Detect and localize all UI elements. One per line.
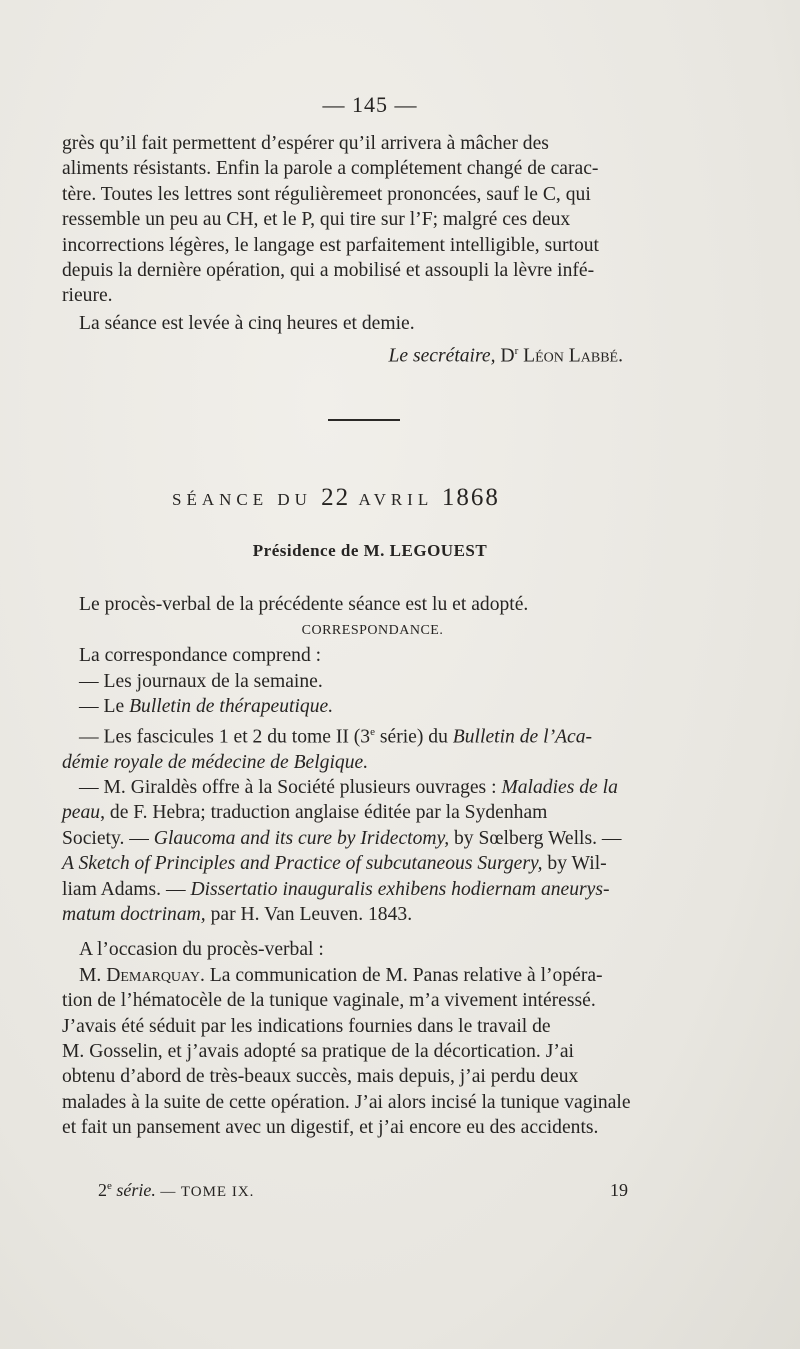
- demarquay-line: M. Gosselin, et j’avais adopté sa pratique de la décortication. J’ai: [62, 1041, 574, 1063]
- speech-text: La communication de M. Panas relative à l’opéra-: [204, 964, 603, 986]
- item-text: série) du: [374, 726, 453, 748]
- demarquay-line: [62, 963, 683, 988]
- correspondance-item-cont: [62, 800, 683, 825]
- signature: [62, 339, 683, 369]
- text-line: rieure.: [62, 285, 113, 307]
- correspondance-item-cont: [62, 826, 683, 851]
- occasion-line: A l’occasion du procès-verbal :: [79, 939, 324, 961]
- item-title: démie royale de médecine de Belgique.: [62, 751, 369, 773]
- item-sup: e: [370, 725, 375, 738]
- correspondance-item: [62, 775, 683, 800]
- footer-tome: — TOME IX.: [160, 1184, 255, 1200]
- item-title: A Sketch of Principles and Practice of subcutaneous Surgery,: [62, 853, 543, 875]
- presidence-heading: Présidence de M. LEGOUEST: [252, 541, 488, 560]
- correspondance-item-cont: [62, 750, 683, 775]
- page-footer: [98, 1180, 628, 1201]
- text-line: depuis la dernière opération, qui a mobilisé et assoupli la lèvre infé-: [62, 260, 595, 282]
- item-text: Society. —: [62, 827, 154, 849]
- signature-title-sup: r: [514, 345, 519, 358]
- text-line: grès qu’il fait permettent d’espérer qu’il arrivera à mâcher des: [62, 133, 549, 154]
- demarquay-line: malades à la suite de cette opération. J’ai alors incisé la tunique vaginale: [62, 1091, 631, 1113]
- signature-name: Léon Labbé.: [523, 345, 623, 367]
- item-text: by Sœlberg Wells. —: [449, 827, 622, 849]
- correspondance-heading: CORRESPONDANCE.: [301, 623, 444, 639]
- text-line: tère. Toutes les lettres sont régulièremeet prononcées, sauf le C, qui: [62, 183, 591, 205]
- footer-series-word: série.: [116, 1180, 156, 1200]
- item-text: par H. Van Leuven. 1843.: [205, 904, 413, 925]
- footer-sheet-number: 19: [610, 1180, 628, 1200]
- item-text: liam Adams. —: [62, 878, 191, 900]
- item-text: — Les fascicules 1 et 2 du tome II (3: [79, 726, 371, 748]
- signature-title: D: [500, 345, 515, 367]
- correspondance-item-cont: [62, 877, 683, 902]
- item-text: , de F. Hebra; traduction anglaise éditée par la Sydenham: [100, 802, 548, 824]
- correspondance-item-cont: [62, 902, 683, 927]
- item-title: Bulletin de thérapeutique.: [129, 696, 334, 718]
- item-text: — M. Giraldès offre à la Société plusieurs ouvrages :: [79, 776, 502, 798]
- text-line: ressemble un peu au CH, et le P, qui tire sur l’F; malgré ces deux: [62, 209, 571, 231]
- seance-month: AVRIL: [358, 490, 433, 509]
- seance-day: 22: [321, 484, 351, 511]
- signature-role: Le secrétaire,: [388, 345, 496, 367]
- continuation-paragraph: [62, 131, 683, 369]
- item-text: by Wil-: [542, 853, 607, 875]
- correspondance-item: [62, 694, 683, 719]
- seance-year: 1868: [441, 484, 500, 511]
- item-title: matum doctrinam,: [62, 904, 206, 925]
- speaker-name: M. Demarquay.: [79, 964, 205, 986]
- item-title: Maladies de la: [501, 776, 618, 798]
- correspondance-item-cont: [62, 851, 683, 876]
- seance-heading: [172, 484, 612, 512]
- item-title: peau: [62, 802, 101, 824]
- correspondance-item: [62, 720, 683, 750]
- main-text: [62, 592, 683, 1141]
- item-title: Glaucoma and its cure by Iridectomy,: [153, 827, 450, 849]
- demarquay-line: J’avais été séduit par les indications fournies dans le travail de: [62, 1015, 551, 1037]
- demarquay-line: obtenu d’abord de très-beaux succès, mais depuis, j’ai perdu deux: [62, 1066, 579, 1088]
- demarquay-line: et fait un pansement avec un digestif, et j’ai encore eu des accidents.: [62, 1117, 599, 1139]
- text-line: aliments résistants. Enfin la parole a complétement changé de carac-: [62, 158, 599, 180]
- demarquay-line: tion de l’hématocèle de la tunique vaginale, m’a vivement intéressé.: [62, 990, 596, 1012]
- correspondance-item: — Les journaux de la semaine.: [79, 670, 323, 692]
- footer-series-sup: e: [107, 1180, 112, 1192]
- correspondance-intro: La correspondance comprend :: [79, 645, 322, 667]
- text-line: incorrections légères, le langage est parfaitement intelligible, surtout: [62, 234, 600, 256]
- item-title: Bulletin de l’Aca-: [452, 726, 593, 748]
- proces-verbal-line: Le procès-verbal de la précédente séance est lu et adopté.: [79, 594, 529, 615]
- closing-line: La séance est levée à cinq heures et demie.: [79, 312, 415, 334]
- seance-prefix: SÉANCE DU: [172, 490, 312, 509]
- footer-series-num: 2: [98, 1180, 107, 1200]
- item-text: — Le: [79, 696, 130, 718]
- section-divider: [328, 419, 400, 421]
- item-title: Dissertatio inauguralis exhibens hodiernam aneurys-: [190, 878, 610, 900]
- page-number: — 145 —: [322, 92, 418, 117]
